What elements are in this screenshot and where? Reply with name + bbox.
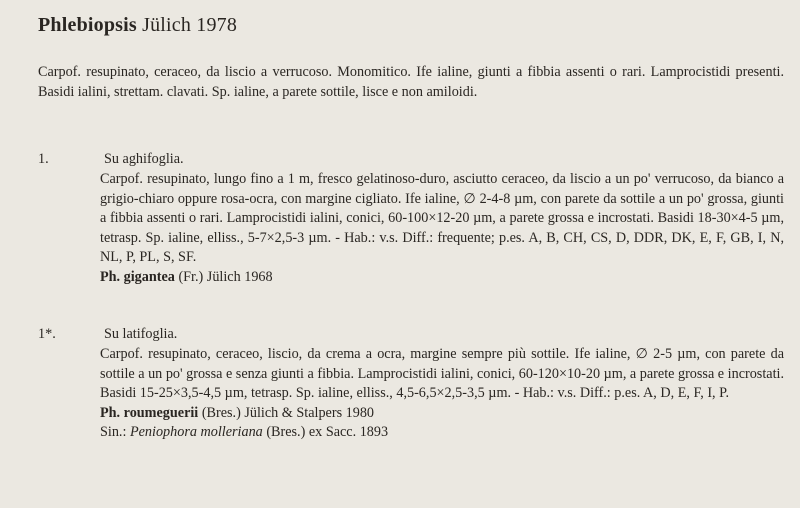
species-description-text: Carpof. resupinato, lungo fino a 1 m, fresco gelatinoso-duro, asciutto ceraceo, da liscio a un po' verrucoso, da bianco a grigio-chiaro oppure rosa-ocra, con margine cigliato. Ife ialine, ∅ 2-4-8 µm, con parete da sottile a un po' grossa, giunti a fibbia assenti o rari. Lamprocistidi ialini, conici, 60-100×12-20 µm, a parete grossa e incrostati. Basidi 18-30×4-5 µm, tetrasp. Sp. ialine, elliss., 5-7×2,5-3 µm. - Hab.: v.s. Diff.: frequente; p.es. A, B, CH, CS, D, DDR, DK, E, F, GB, I, N, NL, P, PL, S, SF. (100, 171, 784, 266)
species-description (100, 345, 784, 443)
synonym-label: Sin.: (100, 424, 127, 441)
species-description (100, 170, 784, 288)
synonym-name: Peniophora molleriana (129, 424, 263, 441)
species-name: Ph. roumeguerii (100, 404, 199, 421)
key-number: 1. (38, 151, 49, 167)
synonym-line (100, 423, 784, 443)
species-line (100, 404, 784, 424)
page-title (38, 14, 237, 37)
species-author: (Bres.) Jülich & Stalpers 1980 (201, 404, 375, 421)
genus-description: Carpof. resupinato, ceraceo, da liscio a verrucoso. Monomitico. Ife ialine, giunti a fibbia assenti o rari. Lamprocistidi presenti. Basidi ialini, strettam. clavati. Sp. ialine, a parete sottile, lisce e non amiloidi. (38, 64, 784, 100)
genus-author: Jülich 1978 (142, 14, 238, 36)
species-line (100, 268, 784, 288)
key-number: 1*. (38, 326, 56, 342)
key-host: Su aghifoglia. (104, 151, 184, 167)
key-host: Su latifoglia. (104, 326, 178, 342)
synonym-author: (Bres.) ex Sacc. 1893 (266, 424, 389, 441)
species-author: (Fr.) Jülich 1968 (178, 268, 273, 285)
genus-name: Phlebiopsis (38, 14, 137, 36)
species-name: Ph. gigantea (100, 268, 175, 285)
species-description-text: Carpof. resupinato, ceraceo, liscio, da crema a ocra, margine sempre più sottile. Ife ialine, ∅ 2-5 µm, con parete da sottile a un po' grossa e senza giunti a fibbia. Lamprocistidi ialini, conici, 60-120×10-20 µm, a parete grossa e incrostati. Basidi 15-25×3,5-4,5 µm, tetrasp. Sp. ialine, elliss., 4,5-6,5×2,5-3,5 µm. - Hab.: v.s. Diff.: p.es. A, D, E, F, I, P. (100, 346, 784, 402)
